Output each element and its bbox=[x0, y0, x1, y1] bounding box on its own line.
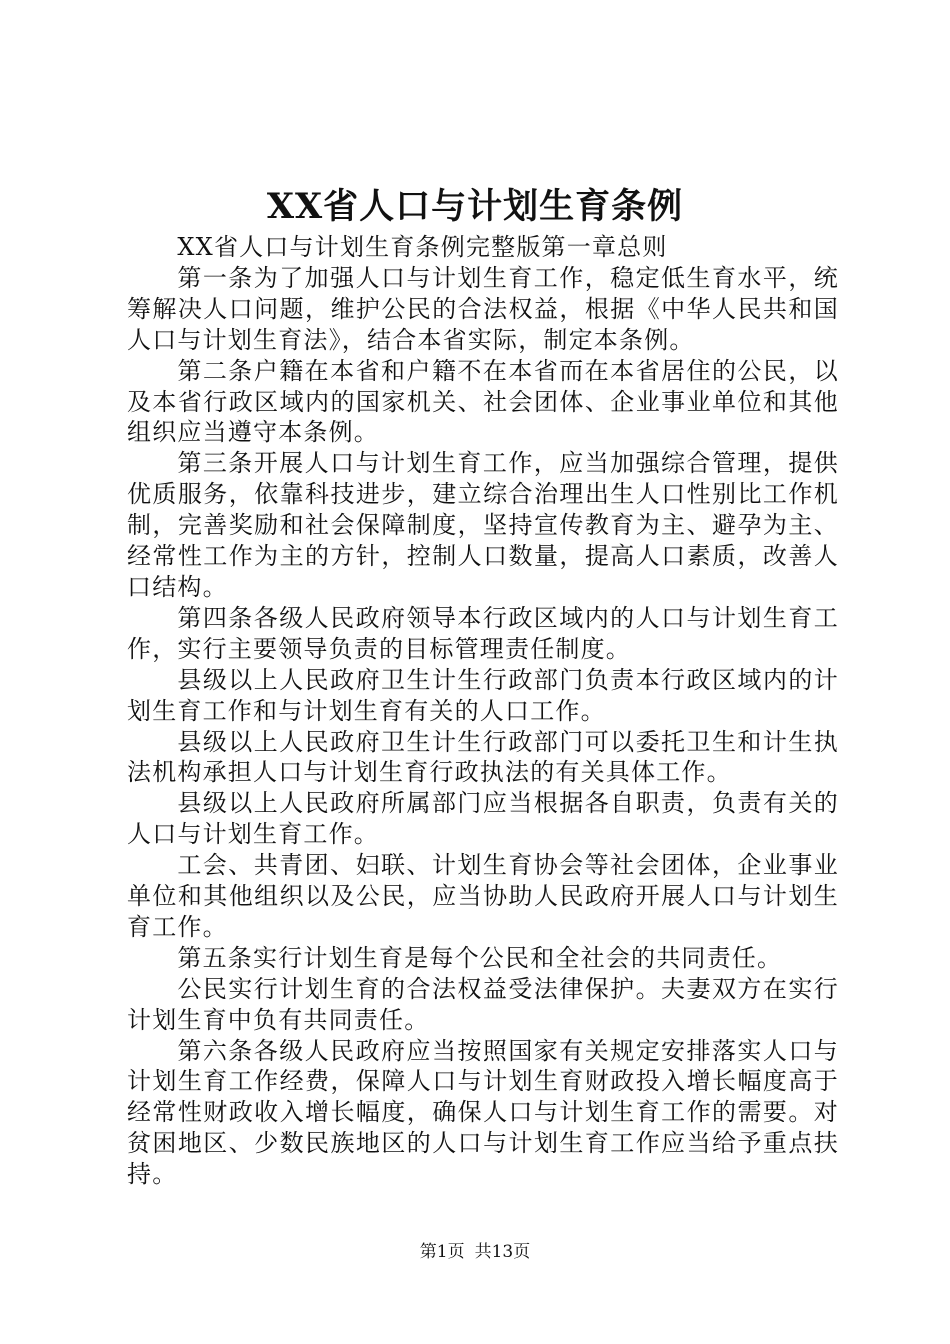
paragraph-article-6: 第六条各级人民政府应当按照国家有关规定安排落实人口与计划生育工作经费，保障人口与计划生育财政投入增长幅度高于经常性财政收入增长幅度，确保人口与计划生育工作的需要。对贫困地区、少数民族地区的人口与计划生育工作应当给予重点扶持。 bbox=[127, 1036, 839, 1189]
document-title: XX省人口与计划生育条例 bbox=[266, 186, 684, 227]
page-total: 共13页 bbox=[474, 1242, 531, 1262]
paragraph-article-4-clause-4: 县级以上人民政府所属部门应当根据各自职责，负责有关的人口与计划生育工作。 bbox=[127, 789, 839, 849]
paragraph-article-4-clause-5: 工会、共青团、妇联、计划生育协会等社会团体，企业事业单位和其他组织以及公民，应当协助人民政府开展人口与计划生育工作。 bbox=[127, 851, 839, 941]
paragraph-article-5-clause-2: 公民实行计划生育的合法权益受法律保护。夫妻双方在实行计划生育中负有共同责任。 bbox=[127, 974, 839, 1034]
paragraph-article-4: 第四条各级人民政府领导本行政区域内的人口与计划生育工作，实行主要领导负责的目标管理责任制度。 bbox=[127, 603, 839, 663]
paragraph-article-2: 第二条户籍在本省和户籍不在本省而在本省居住的公民，以及本省行政区域内的国家机关、社会团体、企业事业单位和其他组织应当遵守本条例。 bbox=[127, 356, 839, 447]
paragraph-article-4-clause-2: 县级以上人民政府卫生计生行政部门负责本行政区域内的计划生育工作和与计划生育有关的人口工作。 bbox=[127, 665, 839, 725]
paragraph-article-4-clause-3: 县级以上人民政府卫生计生行政部门可以委托卫生和计生执法机构承担人口与计划生育行政执法的有关具体工作。 bbox=[127, 727, 839, 787]
page-footer bbox=[0, 1240, 950, 1264]
paragraph-article-3: 第三条开展人口与计划生育工作，应当加强综合管理，提供优质服务，依靠科技进步，建立综合治理出生人口性别比工作机制，完善奖励和社会保障制度，坚持宣传教育为主、避孕为主、经常性工作为主的方针，控制人口数量，提高人口素质，改善人口结构。 bbox=[127, 449, 839, 601]
paragraph-subtitle: XX省人口与计划生育条例完整版第一章总则 bbox=[177, 233, 668, 261]
page-number: 第1页 bbox=[419, 1242, 465, 1262]
paragraph-article-1: 第一条为了加强人口与计划生育工作，稳定低生育水平，统筹解决人口问题，维护公民的合法权益，根据《中华人民共和国人口与计划生育法》，结合本省实际，制定本条例。 bbox=[127, 263, 839, 354]
paragraph-article-5: 第五条实行计划生育是每个公民和全社会的共同责任。 bbox=[177, 943, 783, 972]
document-body bbox=[127, 232, 839, 1190]
